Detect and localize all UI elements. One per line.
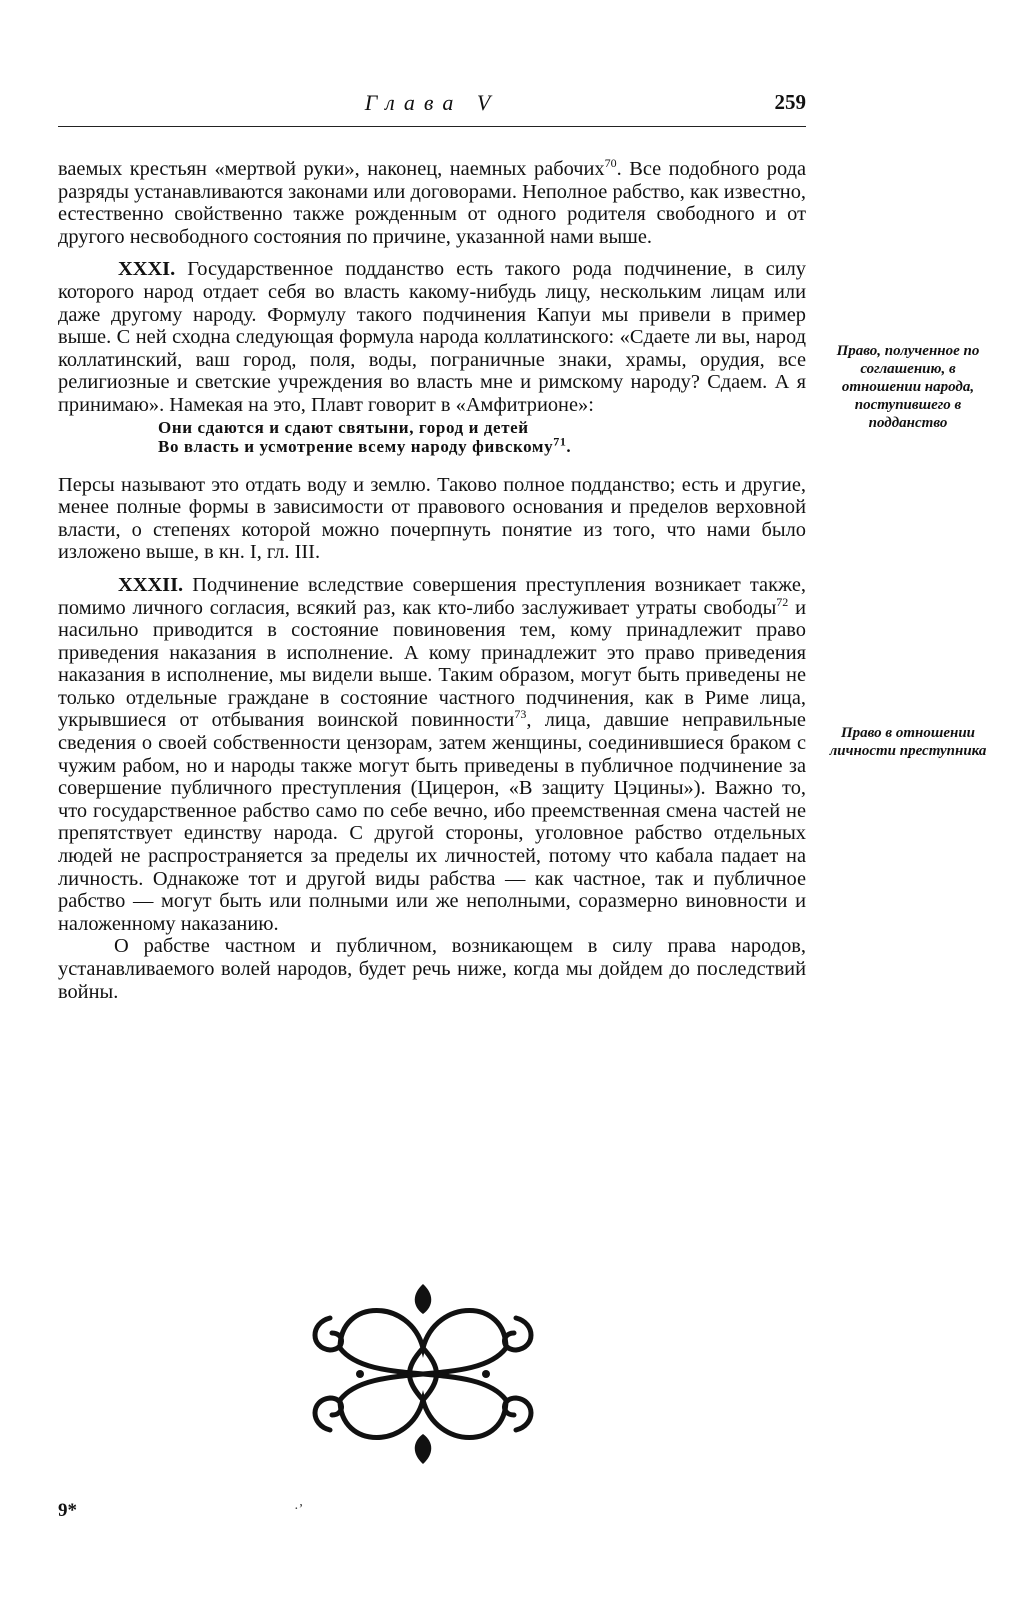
margin-note: Право, полученное по соглашению, в отношении народа, поступившего в подданство	[836, 343, 980, 431]
verse-quote	[158, 418, 806, 456]
paragraph-text: . Все подобного рода разряды устанавливаются законами или договорами. Неполное рабство, как известно, естественно свойственно также рожденным от одного родителя свободного и от другого несвободного состояния по причине, указанной нами выше.	[58, 158, 806, 248]
paragraph: Персы называют это отдать воду и землю. Таково полное подданство; есть и другие, менее полные формы в зависимости от правового основания и пределов верховной власти, о степенях которой можно почерпнуть понятие из того, что нами было изложено выше, в кн. I, гл. III.	[58, 473, 806, 564]
footnote-ref: 71	[553, 433, 567, 448]
paragraph-text: ваемых крестьян «мертвой руки», наконец, наемных рабочих	[58, 158, 605, 180]
signature-mark: 9*	[58, 1500, 77, 1521]
verse-line: Во власть и усмотрение всему народу фивскому$^{71}$.	[158, 433, 572, 456]
footnote-ref: 72	[776, 594, 789, 609]
section-number: XXXI.	[118, 258, 176, 281]
main-text	[58, 158, 806, 1003]
running-title: Глава V	[364, 90, 500, 115]
section-xxxii	[58, 574, 806, 936]
paragraph-continued	[58, 158, 806, 248]
section-text: и насильно приводится в состояние повиновения тем, кому принадлежит право приведения наказания в исполнение. А кому принадлежит это право приведения наказания в исполнение, мы видели выше. Таким образом, могут быть приведены не только отдельные граждане в состояние частного подчинения, как в Риме лица, укрывшиеся от отбывания воинской повинности	[58, 596, 806, 732]
margin-note: Право в отношении личности преступника	[829, 725, 987, 759]
page-header	[58, 90, 806, 127]
section-text: Подчинение вследствие совершения преступления возникает также, помимо личного согласия, всякий раз, как кто-либо заслуживает утраты свободы	[58, 573, 806, 619]
verse-line: Они сдаются и сдают святыни, город и детей	[158, 417, 529, 437]
footnote-ref: 70	[604, 156, 617, 171]
section-text: Государственное подданство есть такого рода подчинение, в силу которого народ отдает себя во власть какому-нибудь лицу, нескольким лицам или даже другому народу. Формулу такого подчинения Капуи мы привели в пример выше. С ней сходна следующая формула народа коллатинского: «Сдаете ли вы, народ коллатинский, ваш город, поля, воды, пограничные знаки, храмы, орудия, все религиозные и светские учреждения во власть мне и римскому народу? Сдаем. А я принимаю». Намекая на это, Плавт говорит в «Амфитрионе»:	[58, 258, 806, 416]
paragraph: О рабстве частном и публичном, возникающем в силу права народов, устанавливаемого волей народов, будет речь ниже, когда мы дойдем до последствий войны.	[58, 935, 806, 1003]
tailpiece-ornament-icon	[300, 1278, 546, 1470]
page-number: 259	[774, 90, 806, 114]
section-text: , лица, давшие неправильные сведения о своей собственности цензорам, затем женщины, соединившиеся браком с чужим рабом, но и народы также могут быть приведены в публичное подчинение за совершение публичного преступления (Цицерон, «В защиту Цэцины»). Важно то, что государственное рабство само по себе вечно, ибо преемственная смена частей не препятствует единству народа. С другой стороны, уголовное рабство отдельных людей не распространяется за пределы их личностей, потому что кабала падает на личность. Однакоже тот и другой виды рабства — как частное, так и публичное рабство — могут быть или полными или же неполными, соразмерно виновности и наложенному наказанию.	[58, 709, 806, 935]
footnote-ref: 73	[514, 707, 527, 722]
section-xxxi	[58, 258, 806, 416]
section-number: XXXII.	[118, 573, 184, 596]
print-mark: ·ʼ	[294, 1502, 304, 1517]
